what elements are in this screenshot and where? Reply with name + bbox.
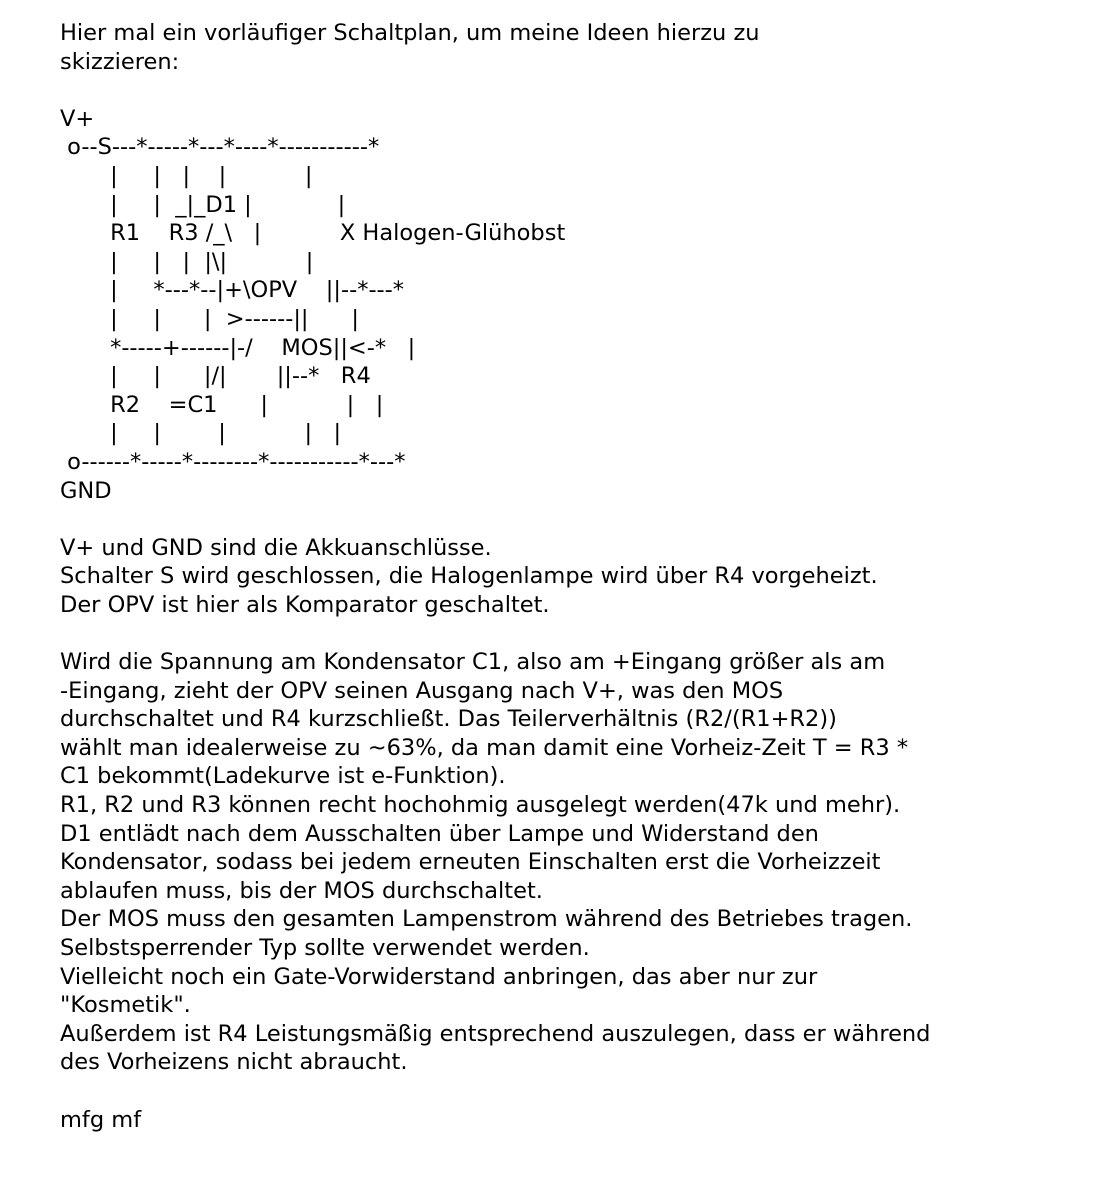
paragraph-line: C1 bekommt(Ladekurve ist e-Funktion). [60,763,506,790]
paragraph-line: "Kosmetik". [60,992,191,1019]
paragraph-line: Der OPV ist hier als Komparator geschaltet. [60,591,550,618]
schematic-line: | | | >------|| | [60,305,360,332]
schematic-line: o------*-----*--------*-----------*---* [60,448,406,475]
schematic-line: | | | |\| | [60,248,314,275]
paragraph-line: Wird die Spannung am Kondensator C1, also am +Eingang größer als am [60,649,886,676]
schematic-line: o--S---*-----*---*----*-----------* [60,134,380,161]
paragraph-line: Außerdem ist R4 Leistungsmäßig entsprechend auszulegen, dass er während [60,1020,931,1047]
paragraph-line: D1 entlädt nach dem Ausschalten über Lampe und Widerstand den [60,820,819,847]
spacer [60,619,1090,648]
paragraph-line: R1, R2 und R3 können recht hochohmig ausgelegt werden(47k und mehr). [60,792,901,819]
paragraph-line: Der MOS muss den gesamten Lampenstrom während des Betriebes tragen. [60,906,913,933]
spacer [60,76,1090,105]
schematic-line: | | _|_D1 | | [60,191,346,218]
intro-line: Hier mal ein vorläufiger Schaltplan, um meine Ideen hierzu zu [60,20,760,46]
forum-post [60,19,1090,1134]
spacer [60,1077,1090,1106]
spacer [60,505,1090,534]
paragraph-line: durchschaltet und R4 kurzschließt. Das Teilerverhältnis (R2/(R1+R2)) [60,706,837,733]
paragraph-line: Kondensator, sodass bei jedem erneuten Einschalten erst die Vorheizzeit [60,849,881,876]
schematic-line: | | | | | [60,162,313,189]
schematic-line: V+ [60,105,95,132]
signature: mfg mf [60,1106,142,1133]
intro-line: skizzieren: [60,48,180,75]
schematic-line: | | |/| ||--* R4 [60,363,371,390]
paragraph-connections [60,534,1090,620]
paragraph-line: -Eingang, zieht der OPV seinen Ausgang nach V+, was den MOS [60,677,784,704]
schematic-line: R2 =C1 | | | [60,391,384,418]
paragraph-line: Selbstsperrender Typ sollte verwendet werden. [60,935,590,961]
schematic-line: *-----+------|-/ MOS||<-* | [60,334,416,361]
schematic-line: GND [60,477,112,504]
paragraph-line: Vielleicht noch ein Gate-Vorwiderstand anbringen, das aber nur zur [60,963,818,990]
paragraph-line: des Vorheizens nicht abraucht. [60,1049,408,1076]
ascii-schematic [60,105,1090,505]
schematic-line: R1 R3 /_\ | X Halogen-Glühobst [60,220,566,247]
paragraph-line: V+ und GND sind die Akkuanschlüsse. [60,534,492,561]
schematic-line: | *---*--|+\OPV ||--*---* [60,277,405,304]
paragraph-line: ablaufen muss, bis der MOS durchschaltet. [60,877,543,904]
schematic-line: | | | | | [60,420,342,447]
paragraph-line: Schalter S wird geschlossen, die Halogenlampe wird über R4 vorgeheizt. [60,563,878,590]
paragraph-line: wählt man idealerweise zu ~63%, da man damit eine Vorheiz-Zeit T = R3 * [60,734,909,761]
paragraph-explanation [60,648,1090,1077]
